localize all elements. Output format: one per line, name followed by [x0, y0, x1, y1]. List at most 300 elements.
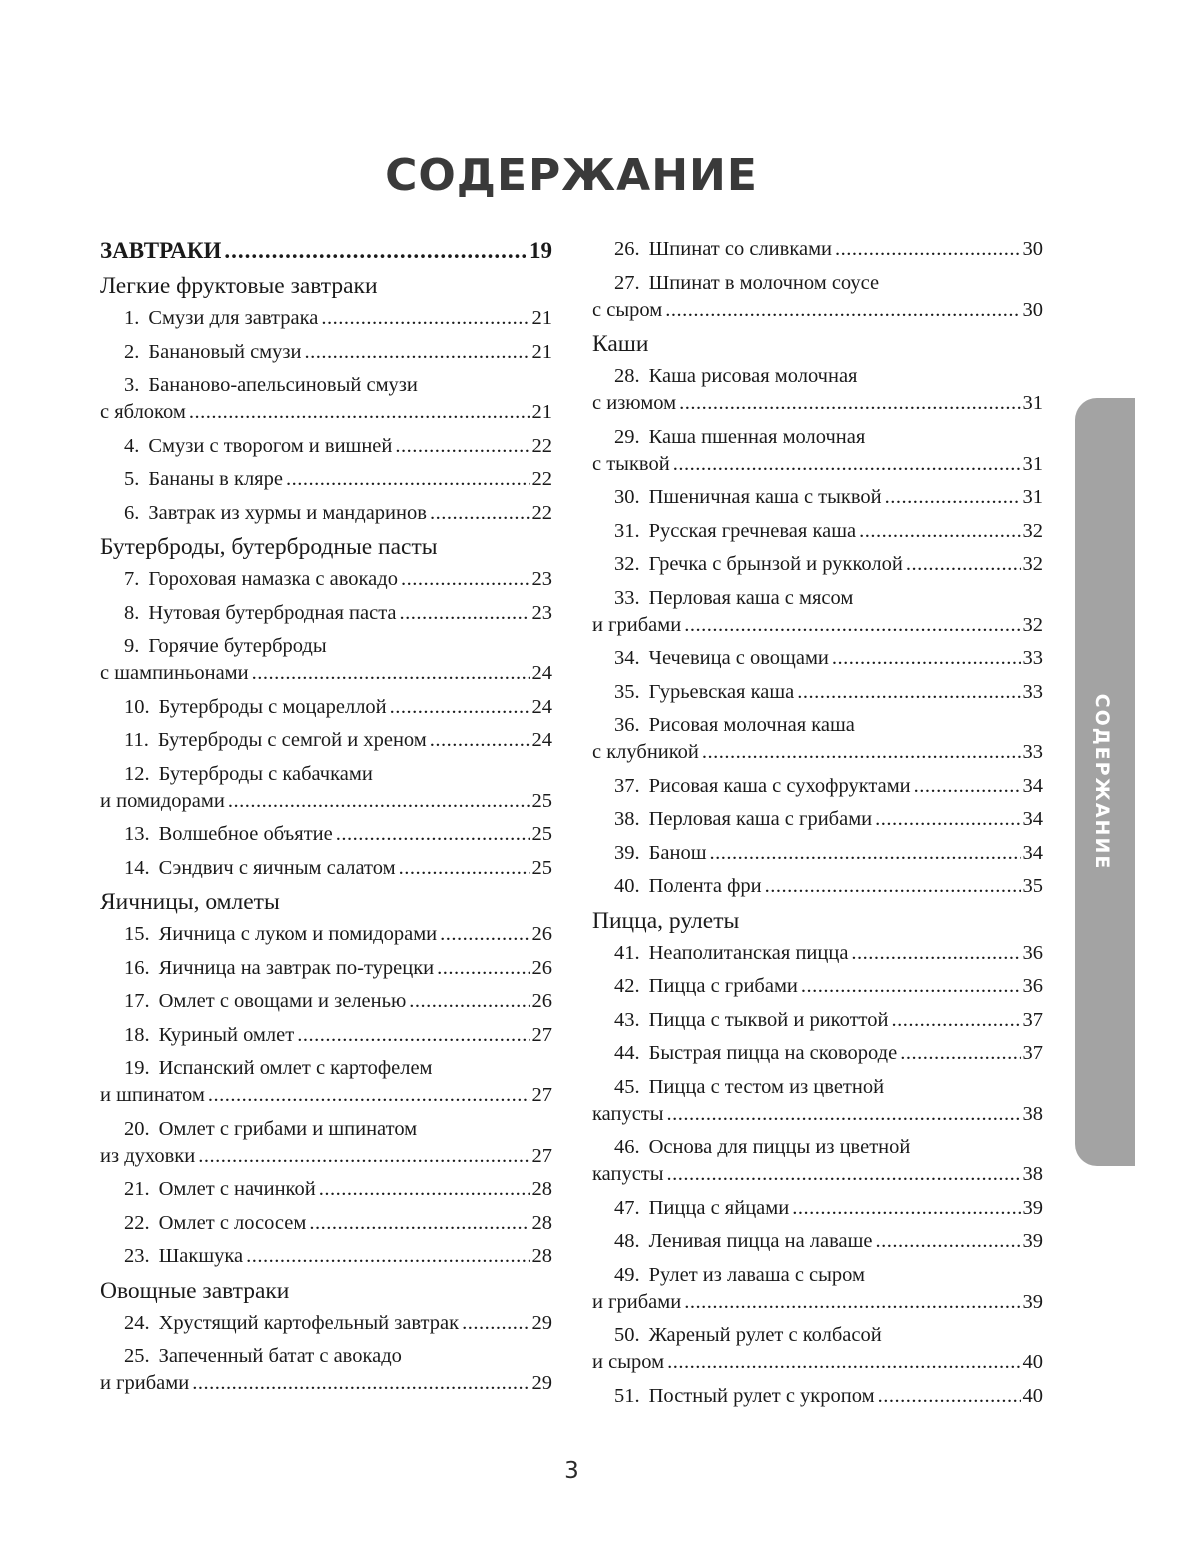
- toc-entry[interactable]: [100, 1116, 552, 1170]
- entry-title-wrap: [614, 806, 872, 833]
- entry-title: Омлет с начинкой: [158, 1178, 316, 1200]
- entry-first-line: [124, 633, 552, 660]
- entry-line: [124, 694, 552, 721]
- toc-entry[interactable]: [592, 712, 1043, 766]
- entry-number: 17.: [124, 990, 150, 1012]
- entry-page: 26: [531, 956, 552, 979]
- page-title: СОДЕРЖАНИЕ: [385, 150, 758, 201]
- dot-leader: [208, 1082, 530, 1109]
- entry-title-wrap: [614, 236, 832, 263]
- entry-line: [614, 1383, 1043, 1410]
- entry-line: [124, 433, 552, 460]
- entry-title-wrap: [124, 921, 437, 948]
- entry-first-line: [124, 761, 552, 788]
- entry-page: 28: [531, 1178, 552, 1200]
- toc-entry[interactable]: [592, 1228, 1043, 1255]
- entry-page: 25: [531, 823, 552, 845]
- entry-number: 48.: [614, 1230, 640, 1252]
- toc-entry[interactable]: [100, 1310, 552, 1337]
- entry-title: Пшеничная каша с тыквой: [648, 486, 882, 508]
- toc-entry[interactable]: [592, 773, 1043, 800]
- entry-number: 5.: [124, 468, 140, 490]
- entry-page: 23: [531, 601, 552, 624]
- entry-page: 36: [1022, 941, 1043, 964]
- dot-leader: [390, 694, 530, 721]
- entry-last-line: [592, 739, 1043, 766]
- entry-page: 27: [531, 1144, 552, 1167]
- entry-first-line: [124, 1055, 552, 1082]
- entry-page: 33: [1022, 647, 1043, 669]
- toc-entry[interactable]: [100, 1210, 552, 1237]
- entry-title-wrap: [124, 855, 396, 882]
- entry-page: 26: [531, 923, 552, 945]
- dot-leader: [801, 973, 1021, 1000]
- side-tab-label: СОДЕРЖАНИЕ: [1091, 693, 1113, 871]
- entry-page: 36: [1022, 975, 1043, 997]
- toc-entry[interactable]: [592, 484, 1043, 511]
- entry-first-line: [614, 363, 1043, 390]
- entry-line: [614, 645, 1043, 672]
- subsection-heading: Яичницы, омлеты: [100, 889, 280, 915]
- entry-title-wrap: [124, 466, 283, 493]
- entry-line: [614, 973, 1043, 1000]
- entry-line: [614, 1040, 1043, 1067]
- toc-entry[interactable]: [592, 363, 1043, 417]
- entry-title: Завтрак из хурмы и мандаринов: [148, 501, 427, 524]
- subsection-heading: Каши: [592, 331, 649, 357]
- entry-title: Банош: [648, 841, 707, 864]
- entry-line: [614, 806, 1043, 833]
- entry-title: Неаполитанская пицца: [648, 941, 849, 964]
- entry-last-line: [100, 660, 552, 687]
- toc-entry[interactable]: [592, 518, 1043, 545]
- entry-number: 16.: [124, 956, 150, 979]
- toc-entry[interactable]: [592, 840, 1043, 867]
- toc-entry[interactable]: [592, 679, 1043, 706]
- entry-title: Бананы в кляре: [148, 468, 283, 490]
- toc-entry[interactable]: [100, 1176, 552, 1203]
- entry-page: 32: [1022, 613, 1043, 636]
- entry-page: 29: [531, 1372, 552, 1394]
- toc-entry[interactable]: [100, 305, 552, 332]
- entry-title: Запеченный батат с авокадо: [158, 1345, 402, 1367]
- toc-entry[interactable]: [100, 466, 552, 493]
- entry-number: 42.: [614, 975, 640, 997]
- entry-number: 1.: [124, 307, 140, 329]
- entry-line: [124, 600, 552, 627]
- toc-entry[interactable]: [100, 694, 552, 721]
- dot-leader: [309, 1210, 529, 1237]
- chapter-label: ЗАВТРАКИ: [100, 238, 222, 263]
- entry-number: 25.: [124, 1345, 150, 1367]
- entry-title-wrap: [124, 955, 434, 982]
- entry-page: 34: [1022, 774, 1043, 797]
- dot-leader: [192, 1370, 529, 1397]
- toc-entry[interactable]: [592, 424, 1043, 478]
- toc-entry[interactable]: [100, 566, 552, 593]
- entry-title-wrap: [124, 600, 397, 627]
- entry-first-line: [614, 270, 1043, 297]
- toc-entry[interactable]: [100, 600, 552, 627]
- entry-number: 34.: [614, 647, 640, 669]
- toc-entry[interactable]: [592, 551, 1043, 578]
- toc-entry[interactable]: [100, 955, 552, 982]
- entry-title-wrap: [124, 1310, 459, 1337]
- toc-entry[interactable]: [100, 855, 552, 882]
- entry-last-line: [592, 451, 1043, 478]
- entry-page: 28: [531, 1211, 552, 1234]
- dot-leader: [399, 855, 530, 882]
- entry-line: [124, 921, 552, 948]
- entry-title-cont: капусты: [592, 1102, 664, 1125]
- entry-title-cont: капусты: [592, 1163, 664, 1185]
- entry-page: 23: [531, 568, 552, 590]
- entry-title-wrap: [614, 1228, 873, 1255]
- toc-entry[interactable]: [100, 1022, 552, 1049]
- entry-page: 32: [1022, 553, 1043, 575]
- entry-number: 29.: [614, 425, 640, 448]
- entry-title: Нутовая бутербродная паста: [148, 601, 397, 624]
- entry-page: 24: [531, 695, 552, 718]
- entry-title: Жареный рулет с колбасой: [648, 1324, 882, 1346]
- entry-page: 40: [1022, 1351, 1043, 1373]
- entry-title-wrap: [614, 873, 762, 900]
- toc-entry[interactable]: [592, 1040, 1043, 1067]
- dot-leader: [252, 660, 530, 687]
- entry-number: 46.: [614, 1136, 640, 1158]
- toc-entry[interactable]: [592, 270, 1043, 324]
- entry-page: 39: [1022, 1196, 1043, 1219]
- entry-page: 22: [531, 501, 552, 524]
- entry-last-line: [100, 1370, 552, 1397]
- entry-number: 20.: [124, 1117, 150, 1140]
- entry-title: Омлет с лососем: [158, 1211, 307, 1234]
- toc-entry[interactable]: [592, 1195, 1043, 1222]
- entry-page: 21: [531, 401, 552, 423]
- entry-line: [614, 551, 1043, 578]
- entry-page: 38: [1022, 1102, 1043, 1125]
- dot-leader: [851, 940, 1020, 967]
- dot-leader: [900, 1040, 1020, 1067]
- subsection-heading: Бутерброды, бутербродные пасты: [100, 534, 438, 560]
- entry-title: Шпинат со сливками: [648, 238, 833, 260]
- toc-entry[interactable]: [100, 1343, 552, 1397]
- entry-title-wrap: [124, 339, 301, 366]
- entry-title: Чечевица с овощами: [648, 647, 829, 669]
- toc-entry[interactable]: [592, 645, 1043, 672]
- entry-last-line: [100, 1082, 552, 1109]
- toc-entry[interactable]: [100, 988, 552, 1015]
- entry-first-line: [614, 1074, 1043, 1101]
- entry-page: 27: [531, 1023, 552, 1046]
- toc-entry[interactable]: [100, 372, 552, 426]
- toc-entry[interactable]: [100, 433, 552, 460]
- chapter-heading[interactable]: [100, 236, 552, 266]
- entry-number: 47.: [614, 1196, 640, 1219]
- dot-leader: [765, 873, 1021, 900]
- entry-first-line: [124, 1343, 552, 1370]
- toc-entry[interactable]: [592, 806, 1043, 833]
- toc-entry[interactable]: [100, 339, 552, 366]
- entry-page: 21: [531, 307, 552, 329]
- toc-entry[interactable]: [592, 1322, 1043, 1376]
- entry-title-wrap: [124, 305, 318, 332]
- toc-list-left: [100, 272, 552, 1397]
- entry-number: 39.: [614, 841, 640, 864]
- entry-title-wrap: [614, 484, 882, 511]
- entry-title-cont: с тыквой: [592, 452, 670, 475]
- subsection-heading: Легкие фруктовые завтраки: [100, 273, 378, 299]
- entry-number: 44.: [614, 1042, 640, 1064]
- entry-number: 24.: [124, 1311, 150, 1334]
- toc-entry[interactable]: [100, 821, 552, 848]
- entry-title: Быстрая пицца на сковороде: [648, 1042, 898, 1064]
- entry-title: Пицца с тестом из цветной: [648, 1075, 885, 1098]
- toc-entry[interactable]: [100, 1055, 552, 1109]
- entry-number: 8.: [124, 601, 140, 624]
- entry-title-wrap: [614, 518, 856, 545]
- toc-entry[interactable]: [100, 1243, 552, 1270]
- dot-leader: [401, 566, 530, 593]
- entry-title-wrap: [124, 566, 398, 593]
- entry-number: 26.: [614, 238, 640, 260]
- toc-entry[interactable]: [100, 761, 552, 815]
- entry-page: 38: [1022, 1163, 1043, 1185]
- entry-page: 39: [1022, 1230, 1043, 1252]
- entry-number: 19.: [124, 1057, 150, 1079]
- entry-title: Пицца с яйцами: [648, 1196, 790, 1219]
- toc-entry[interactable]: [592, 236, 1043, 263]
- entry-page: 27: [531, 1084, 552, 1106]
- entry-title-wrap: [614, 940, 848, 967]
- entry-number: 49.: [614, 1263, 640, 1286]
- toc-entry[interactable]: [100, 633, 552, 687]
- dot-leader: [437, 955, 529, 982]
- dot-leader: [462, 1310, 529, 1337]
- entry-page: 24: [531, 662, 552, 684]
- entry-line: [614, 773, 1043, 800]
- entry-number: 3.: [124, 374, 140, 396]
- dot-leader: [679, 390, 1020, 417]
- entry-title: Гороховая намазка с авокадо: [148, 568, 398, 590]
- entry-title: Куриный омлет: [158, 1023, 295, 1046]
- entry-title: Смузи с творогом и вишней: [148, 434, 393, 457]
- entry-page: 22: [531, 468, 552, 490]
- entry-last-line: [100, 788, 552, 815]
- entry-title-wrap: [614, 1383, 875, 1410]
- entry-line: [614, 518, 1043, 545]
- dot-leader: [710, 840, 1021, 867]
- dot-leader: [875, 806, 1020, 833]
- entry-number: 18.: [124, 1023, 150, 1046]
- entry-title: Основа для пиццы из цветной: [648, 1136, 911, 1158]
- entry-title-cont: с изюмом: [592, 392, 677, 414]
- entry-title: Испанский омлет с картофелем: [158, 1057, 433, 1079]
- dot-leader: [304, 339, 529, 366]
- entry-page: 28: [531, 1245, 552, 1267]
- entry-title-wrap: [124, 1210, 306, 1237]
- entry-line: [614, 484, 1043, 511]
- dot-leader: [684, 612, 1020, 639]
- entry-last-line: [592, 390, 1043, 417]
- entry-number: 9.: [124, 635, 140, 657]
- entry-title-cont: с яблоком: [100, 401, 186, 423]
- entry-page: 34: [1022, 808, 1043, 830]
- entry-title-cont: и грибами: [100, 1372, 190, 1394]
- dot-leader: [667, 1101, 1021, 1128]
- toc-entry[interactable]: [592, 1007, 1043, 1034]
- toc-entry[interactable]: [592, 940, 1043, 967]
- entry-line: [614, 1007, 1043, 1034]
- entry-last-line: [100, 399, 552, 426]
- entry-title: Бананово-апельсиновый смузи: [148, 374, 418, 396]
- toc-entry[interactable]: [592, 1262, 1043, 1316]
- entry-title-wrap: [124, 1022, 294, 1049]
- entry-title: Пицца с тыквой и рикоттой: [648, 1008, 889, 1031]
- entry-first-line: [124, 1116, 552, 1143]
- entry-first-line: [614, 1322, 1043, 1349]
- entry-page: 25: [531, 856, 552, 879]
- dot-leader: [667, 1349, 1020, 1376]
- entry-title-wrap: [124, 433, 392, 460]
- entry-line: [124, 1022, 552, 1049]
- entry-number: 10.: [124, 695, 150, 718]
- entry-line: [614, 940, 1043, 967]
- entry-title-cont: и помидорами: [100, 789, 225, 812]
- entry-title: Каша пшенная молочная: [648, 425, 866, 448]
- entry-line: [124, 566, 552, 593]
- entry-page: 30: [1022, 238, 1043, 260]
- dot-leader: [914, 773, 1021, 800]
- entry-title-wrap: [614, 973, 798, 1000]
- entry-title-wrap: [614, 1040, 897, 1067]
- entry-first-line: [614, 712, 1043, 739]
- entry-number: 28.: [614, 365, 640, 387]
- entry-line: [124, 1310, 552, 1337]
- entry-line: [614, 1195, 1043, 1222]
- entry-title-wrap: [124, 727, 427, 754]
- dot-leader: [702, 739, 1021, 766]
- dot-leader: [684, 1289, 1020, 1316]
- entry-title-wrap: [124, 500, 427, 527]
- dot-leader: [891, 1007, 1020, 1034]
- dot-leader: [189, 399, 530, 426]
- toc-entry[interactable]: [100, 921, 552, 948]
- chapter-page: 19: [529, 238, 552, 263]
- dot-leader: [667, 1161, 1021, 1188]
- entry-number: 50.: [614, 1324, 640, 1346]
- entry-title-cont: и сыром: [592, 1351, 665, 1373]
- entry-title: Омлет с овощами и зеленью: [158, 990, 407, 1012]
- entry-page: 32: [1022, 519, 1043, 542]
- entry-title: Бутерброды с моцареллой: [158, 695, 387, 718]
- entry-page: 34: [1022, 841, 1043, 864]
- entry-title: Рисовая молочная каша: [648, 714, 855, 736]
- entry-number: 43.: [614, 1008, 640, 1031]
- entry-page: 31: [1022, 486, 1043, 508]
- entry-title: Омлет с грибами и шпинатом: [158, 1117, 418, 1140]
- entry-title-cont: и шпинатом: [100, 1084, 205, 1106]
- dot-leader: [198, 1143, 529, 1170]
- entry-page: 40: [1022, 1384, 1043, 1407]
- entry-line: [124, 1210, 552, 1237]
- entry-title-wrap: [614, 1007, 888, 1034]
- entry-title: Полента фри: [648, 875, 762, 897]
- toc-entry[interactable]: [592, 1383, 1043, 1410]
- dot-leader: [792, 1195, 1020, 1222]
- entry-title-cont: и грибами: [592, 613, 682, 636]
- entry-page: 25: [531, 789, 552, 812]
- toc-entry[interactable]: [592, 585, 1043, 639]
- entry-page: 31: [1022, 392, 1043, 414]
- toc-right-column: [592, 236, 1043, 1416]
- entry-number: 21.: [124, 1178, 150, 1200]
- entry-last-line: [592, 612, 1043, 639]
- entry-line: [614, 873, 1043, 900]
- entry-number: 11.: [124, 729, 149, 751]
- entry-page: 35: [1022, 875, 1043, 897]
- entry-first-line: [124, 372, 552, 399]
- dot-leader: [395, 433, 529, 460]
- entry-number: 12.: [124, 762, 150, 785]
- entry-number: 33.: [614, 586, 640, 609]
- entry-number: 7.: [124, 568, 140, 590]
- entry-number: 35.: [614, 680, 640, 703]
- toc-entry[interactable]: [592, 873, 1043, 900]
- entry-title: Горячие бутерброды: [148, 635, 327, 657]
- entry-line: [124, 500, 552, 527]
- dot-leader: [665, 297, 1020, 324]
- entry-title: Гурьевская каша: [648, 680, 795, 703]
- toc-entry[interactable]: [100, 500, 552, 527]
- entry-line: [124, 727, 552, 754]
- entry-title-wrap: [614, 1195, 789, 1222]
- entry-title-wrap: [124, 988, 406, 1015]
- toc-entry[interactable]: [100, 727, 552, 754]
- subsection-heading: Овощные завтраки: [100, 1277, 290, 1304]
- entry-page: 39: [1022, 1290, 1043, 1313]
- entry-number: 41.: [614, 941, 640, 964]
- dot-leader: [321, 305, 529, 332]
- dot-leader: [246, 1243, 529, 1270]
- entry-line: [124, 1176, 552, 1203]
- entry-number: 13.: [124, 823, 150, 845]
- dot-leader: [224, 236, 526, 266]
- toc-entry[interactable]: [592, 973, 1043, 1000]
- dot-leader: [797, 679, 1020, 706]
- toc-entry[interactable]: [592, 1074, 1043, 1128]
- toc-entry[interactable]: [592, 1134, 1043, 1188]
- entry-line: [124, 1243, 552, 1270]
- dot-leader: [409, 988, 529, 1015]
- entry-number: 4.: [124, 434, 140, 457]
- entry-line: [614, 840, 1043, 867]
- entry-title: Бутерброды с семгой и хреном: [157, 729, 427, 751]
- entry-title: Смузи для завтрака: [148, 307, 319, 329]
- entry-number: 23.: [124, 1245, 150, 1267]
- entry-title: Волшебное объятие: [158, 823, 333, 845]
- dot-leader: [859, 518, 1020, 545]
- entry-title: Гречка с брынзой и рукколой: [648, 553, 903, 575]
- entry-number: 32.: [614, 553, 640, 575]
- entry-title-cont: с шампиньонами: [100, 662, 249, 684]
- entry-title-wrap: [614, 773, 911, 800]
- dot-leader: [906, 551, 1021, 578]
- entry-page: 33: [1022, 680, 1043, 703]
- entry-page: 30: [1022, 298, 1043, 321]
- entry-number: 51.: [614, 1384, 640, 1407]
- entry-title: Рулет из лаваша с сыром: [648, 1263, 866, 1286]
